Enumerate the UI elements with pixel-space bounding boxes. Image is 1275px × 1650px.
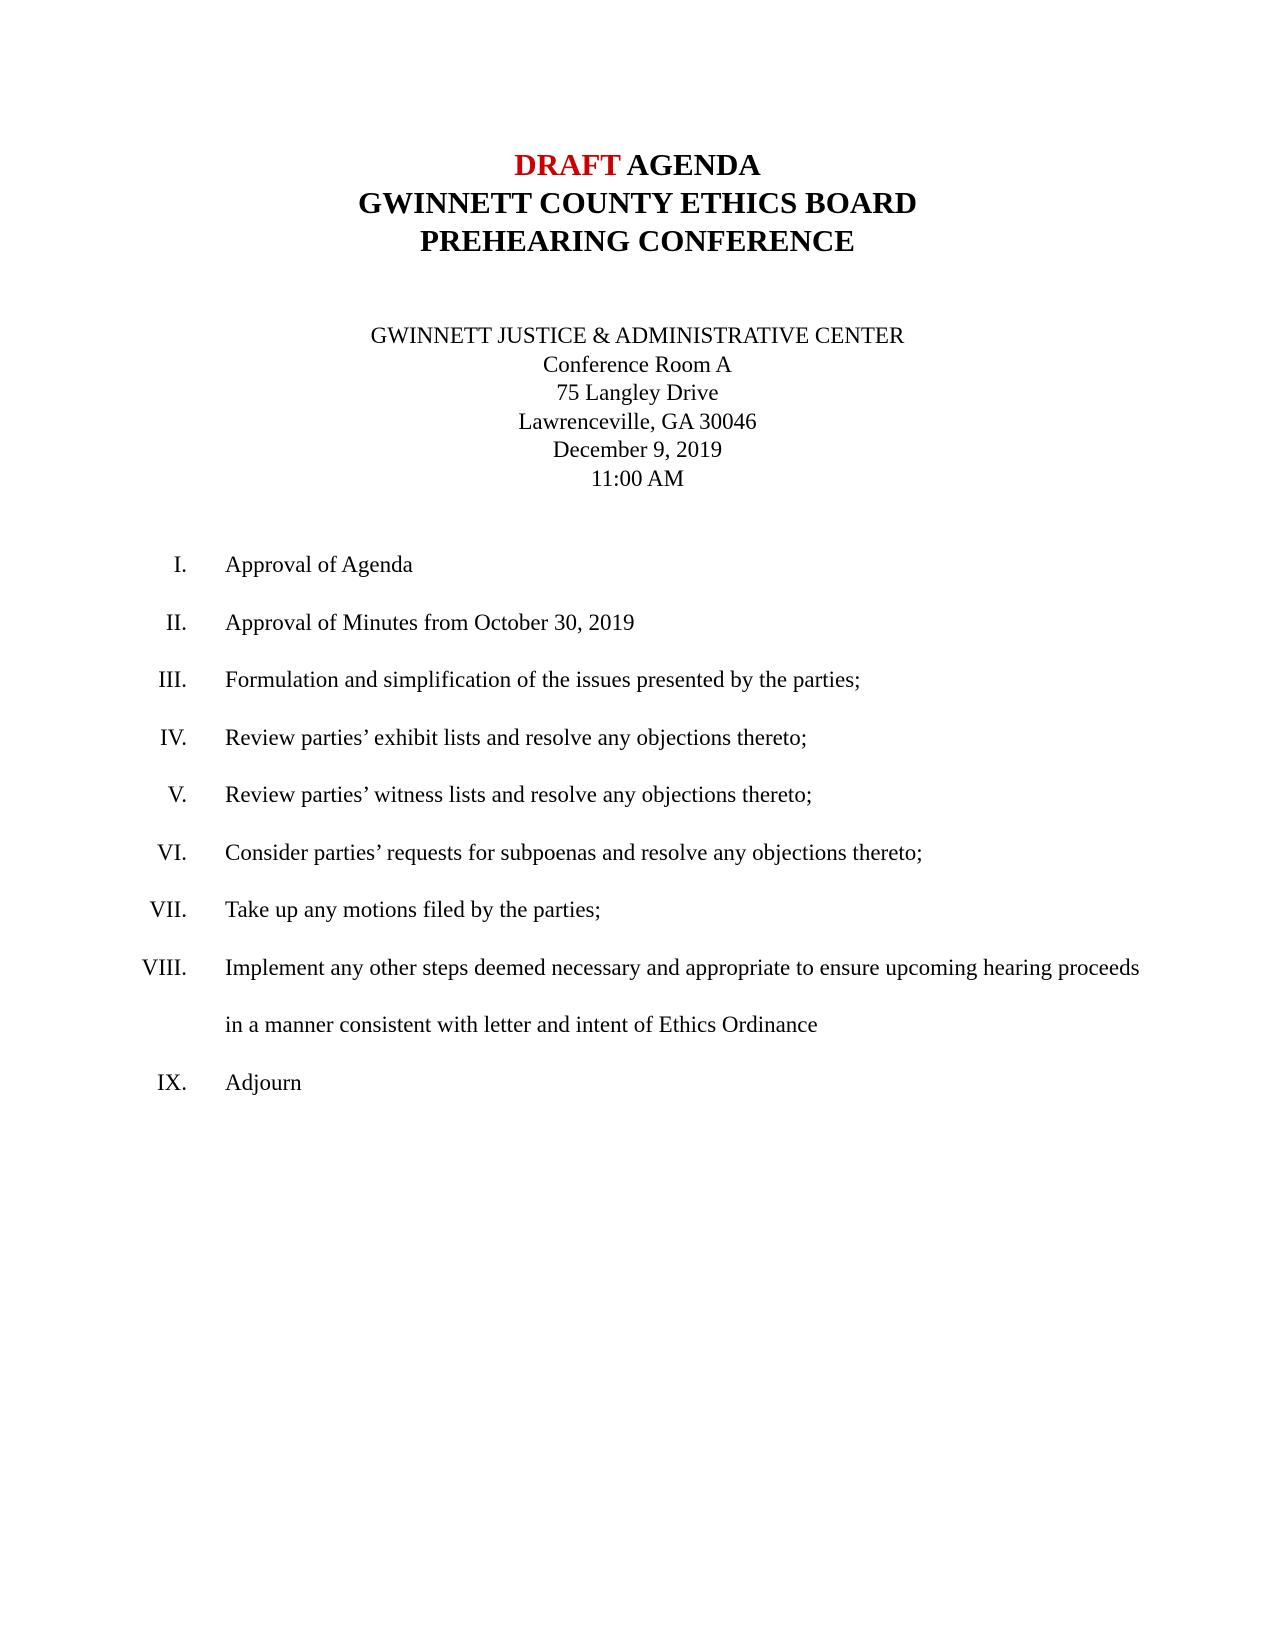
- draft-label: DRAFT: [514, 147, 621, 182]
- conference-name: PREHEARING CONFERENCE: [420, 223, 855, 258]
- agenda-title-block: [0, 146, 1275, 260]
- agenda-item-text: Implement any other steps deemed necessary and appropriate to ensure upcoming hearing proceeds in a manner consistent with letter and intent of Ethics Ordinance: [225, 954, 1140, 1038]
- room-name: Conference Room A: [542, 351, 733, 377]
- agenda-item-number: I.: [173, 552, 187, 577]
- meeting-date: December 9, 2019: [552, 437, 723, 462]
- city-state-zip: Lawrenceville, GA 30046: [518, 408, 757, 434]
- street-address: 75 Langley Drive: [556, 380, 719, 405]
- agenda-item-text: Approval of Minutes from October 30, 2019: [225, 609, 635, 635]
- agenda-item-number: II.: [165, 609, 187, 635]
- agenda-item-number: IX.: [156, 1069, 187, 1095]
- board-name: GWINNETT COUNTY ETHICS BOARD: [358, 185, 917, 220]
- agenda-title: [0, 146, 1275, 184]
- meeting-location-block: [0, 322, 1275, 493]
- agenda-item: [0, 954, 1275, 1069]
- agenda-item: [0, 1069, 1275, 1127]
- agenda-item-number: IV.: [159, 724, 187, 750]
- agenda-item-number: III.: [158, 667, 187, 692]
- agenda-item-number: VI.: [156, 839, 187, 865]
- agenda-item-text: Adjourn: [225, 1069, 302, 1095]
- agenda-item-number: VIII.: [141, 954, 187, 980]
- agenda-item-text: Take up any motions filed by the parties;: [225, 897, 601, 923]
- agenda-list: [0, 551, 1275, 1126]
- agenda-item-number: VII.: [149, 897, 187, 922]
- agenda-item-number: V.: [167, 782, 187, 807]
- meeting-time: 11:00 AM: [590, 465, 685, 491]
- agenda-item-text: Review parties’ witness lists and resolve any objections thereto;: [225, 782, 813, 808]
- agenda-label: AGENDA: [626, 147, 761, 182]
- agenda-item-text: Review parties’ exhibit lists and resolve any objections thereto;: [225, 724, 808, 750]
- venue-name: GWINNETT JUSTICE & ADMINISTRATIVE CENTER: [370, 323, 905, 348]
- agenda-item-text: Approval of Agenda: [225, 552, 413, 578]
- agenda-item-text: Formulation and simplification of the issues presented by the parties;: [225, 667, 861, 693]
- agenda-item-text: Consider parties’ requests for subpoenas and resolve any objections thereto;: [225, 839, 923, 865]
